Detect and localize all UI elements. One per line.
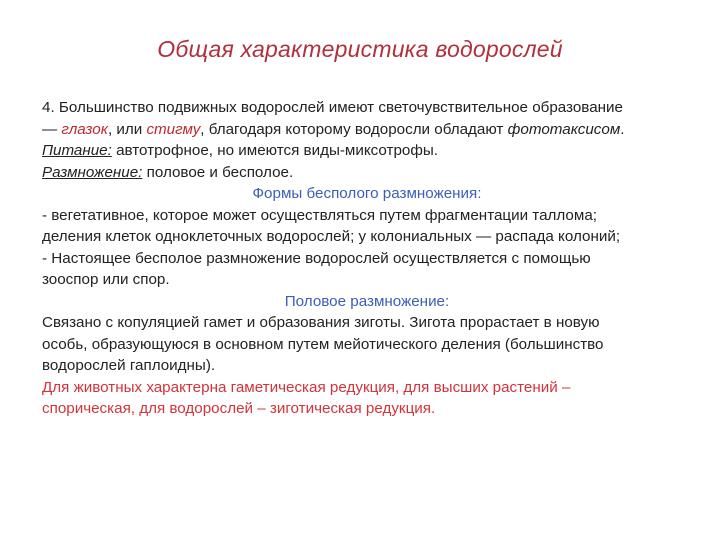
- text-segment: , или: [107, 120, 147, 138]
- sexual-line-2: особь, образующуюся в основном путем мейотического деления (большинство: [42, 335, 604, 353]
- nutrition-line: [42, 140, 692, 162]
- period: .: [620, 120, 625, 138]
- paragraph-line-1: 4. Большинство подвижных водорослей имеют светочувствительное образование: [42, 99, 623, 116]
- slide-content: [42, 97, 692, 420]
- term-stigma: стигму: [146, 120, 201, 138]
- asexual-line-4: зооспор или спор.: [42, 271, 170, 288]
- slide-title: Общая характеристика водорослей: [157, 36, 563, 62]
- term-glazok: глазок: [61, 120, 108, 138]
- reproduction-text: половое и бесполое.: [142, 163, 294, 181]
- nutrition-text: автотрофное, но имеются виды-миксотрофы.: [111, 142, 439, 159]
- asexual-line-2: деления клеток одноклеточных водорослей; у колониальных — распада колоний;: [42, 228, 621, 245]
- asexual-line-3: - Настоящее бесполое размножение водорослей осуществляется с помощью: [42, 249, 591, 267]
- paragraph-line-2: [42, 119, 692, 141]
- sexual-line-3: водорослей гаплоидны).: [42, 357, 216, 374]
- nutrition-label: Питание:: [42, 142, 112, 159]
- asexual-heading: Формы бесполого размножения:: [252, 185, 482, 202]
- term-phototaxis: фототаксисом: [507, 120, 621, 138]
- note-line-1: Для животных характерна гаметическая редукция, для высших растений –: [42, 378, 571, 396]
- reproduction-line: [42, 162, 692, 184]
- text-segment: , благодаря которому водоросли обладают: [200, 120, 508, 138]
- asexual-line-1: - вегетативное, которое может осуществляться путем фрагментации таллома;: [42, 206, 597, 224]
- sexual-heading: Половое размножение:: [284, 292, 450, 310]
- note-line-2: спорическая, для водорослей – зиготическая редукция.: [42, 400, 436, 417]
- reproduction-label: Размножение:: [42, 163, 143, 181]
- sexual-line-1: Связано с копуляцией гамет и образования зиготы. Зигота прорастает в новую: [42, 314, 600, 331]
- dash: —: [42, 120, 62, 138]
